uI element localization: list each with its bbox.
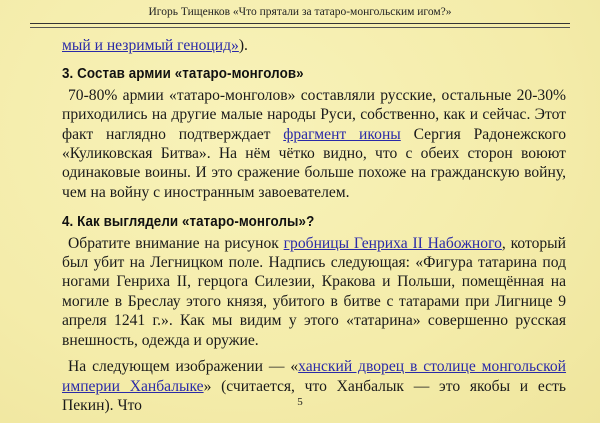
section-3-paragraph (62, 86, 566, 202)
section-4-heading: 4. Как выглядели «татаро-монголы»? (62, 213, 315, 231)
khanbalik-palace-link[interactable]: ханский дворец в столице монгольской империи Ханбалыке (62, 358, 567, 395)
section-3-heading: 3. Состав армии «татаро-монголов» (62, 65, 304, 83)
section-4-p2-text-a: На следующем изображении — « (68, 358, 299, 376)
icon-fragment-link[interactable]: фрагмент иконы (283, 125, 401, 143)
page-number: 5 (297, 396, 303, 408)
section-4-paragraph-1 (62, 234, 566, 350)
section-3-text-b: Сергия Радонежского «Куликовская Битва». На нём чётко видно, что с обеих сторон воюют одинаковые воины. И это сражение больше похоже на гражданскую войну, чем на войну с иностранным завоевателем. (62, 125, 566, 201)
intro-paragraph (62, 36, 566, 55)
genocide-link[interactable]: мый и незримый геноцид» (62, 37, 239, 54)
page-body (62, 36, 566, 415)
henry-tomb-link[interactable]: гробницы Генриха II Набожного (283, 234, 502, 252)
section-4-p2-text-b: » (считается, что Ханбалык — это якобы и есть Пекин). Что (62, 377, 566, 414)
section-3-text-a: 70-80% армии «татаро-монголов» составляли русские, остальные 20-30% приходились на другие малые народы Руси, собственно, как и сейчас. Этот факт наглядно подтверждает (62, 86, 566, 143)
section-4-p1-text-b: , который был убит на Легницком поле. Надпись следующая: «Фигура татарина под ногами Генриха II, герцога Силезии, Кракова и Польши, помещённая на могиле в Бреслау этого князя, убитого в битве с татарами при Лигнице 9 апреля 1241 г.». Как мы видим у этого «татарина» совершенно русская внешность, одежда и оружие. (62, 234, 566, 349)
header-rule (30, 27, 570, 28)
section-4-p1-text-a: Обратите внимание на рисунок (68, 234, 284, 252)
intro-tail: ). (238, 37, 248, 54)
running-header: Игорь Тищенков «Что прятали за татаро-монгольским игом?» (30, 6, 570, 24)
